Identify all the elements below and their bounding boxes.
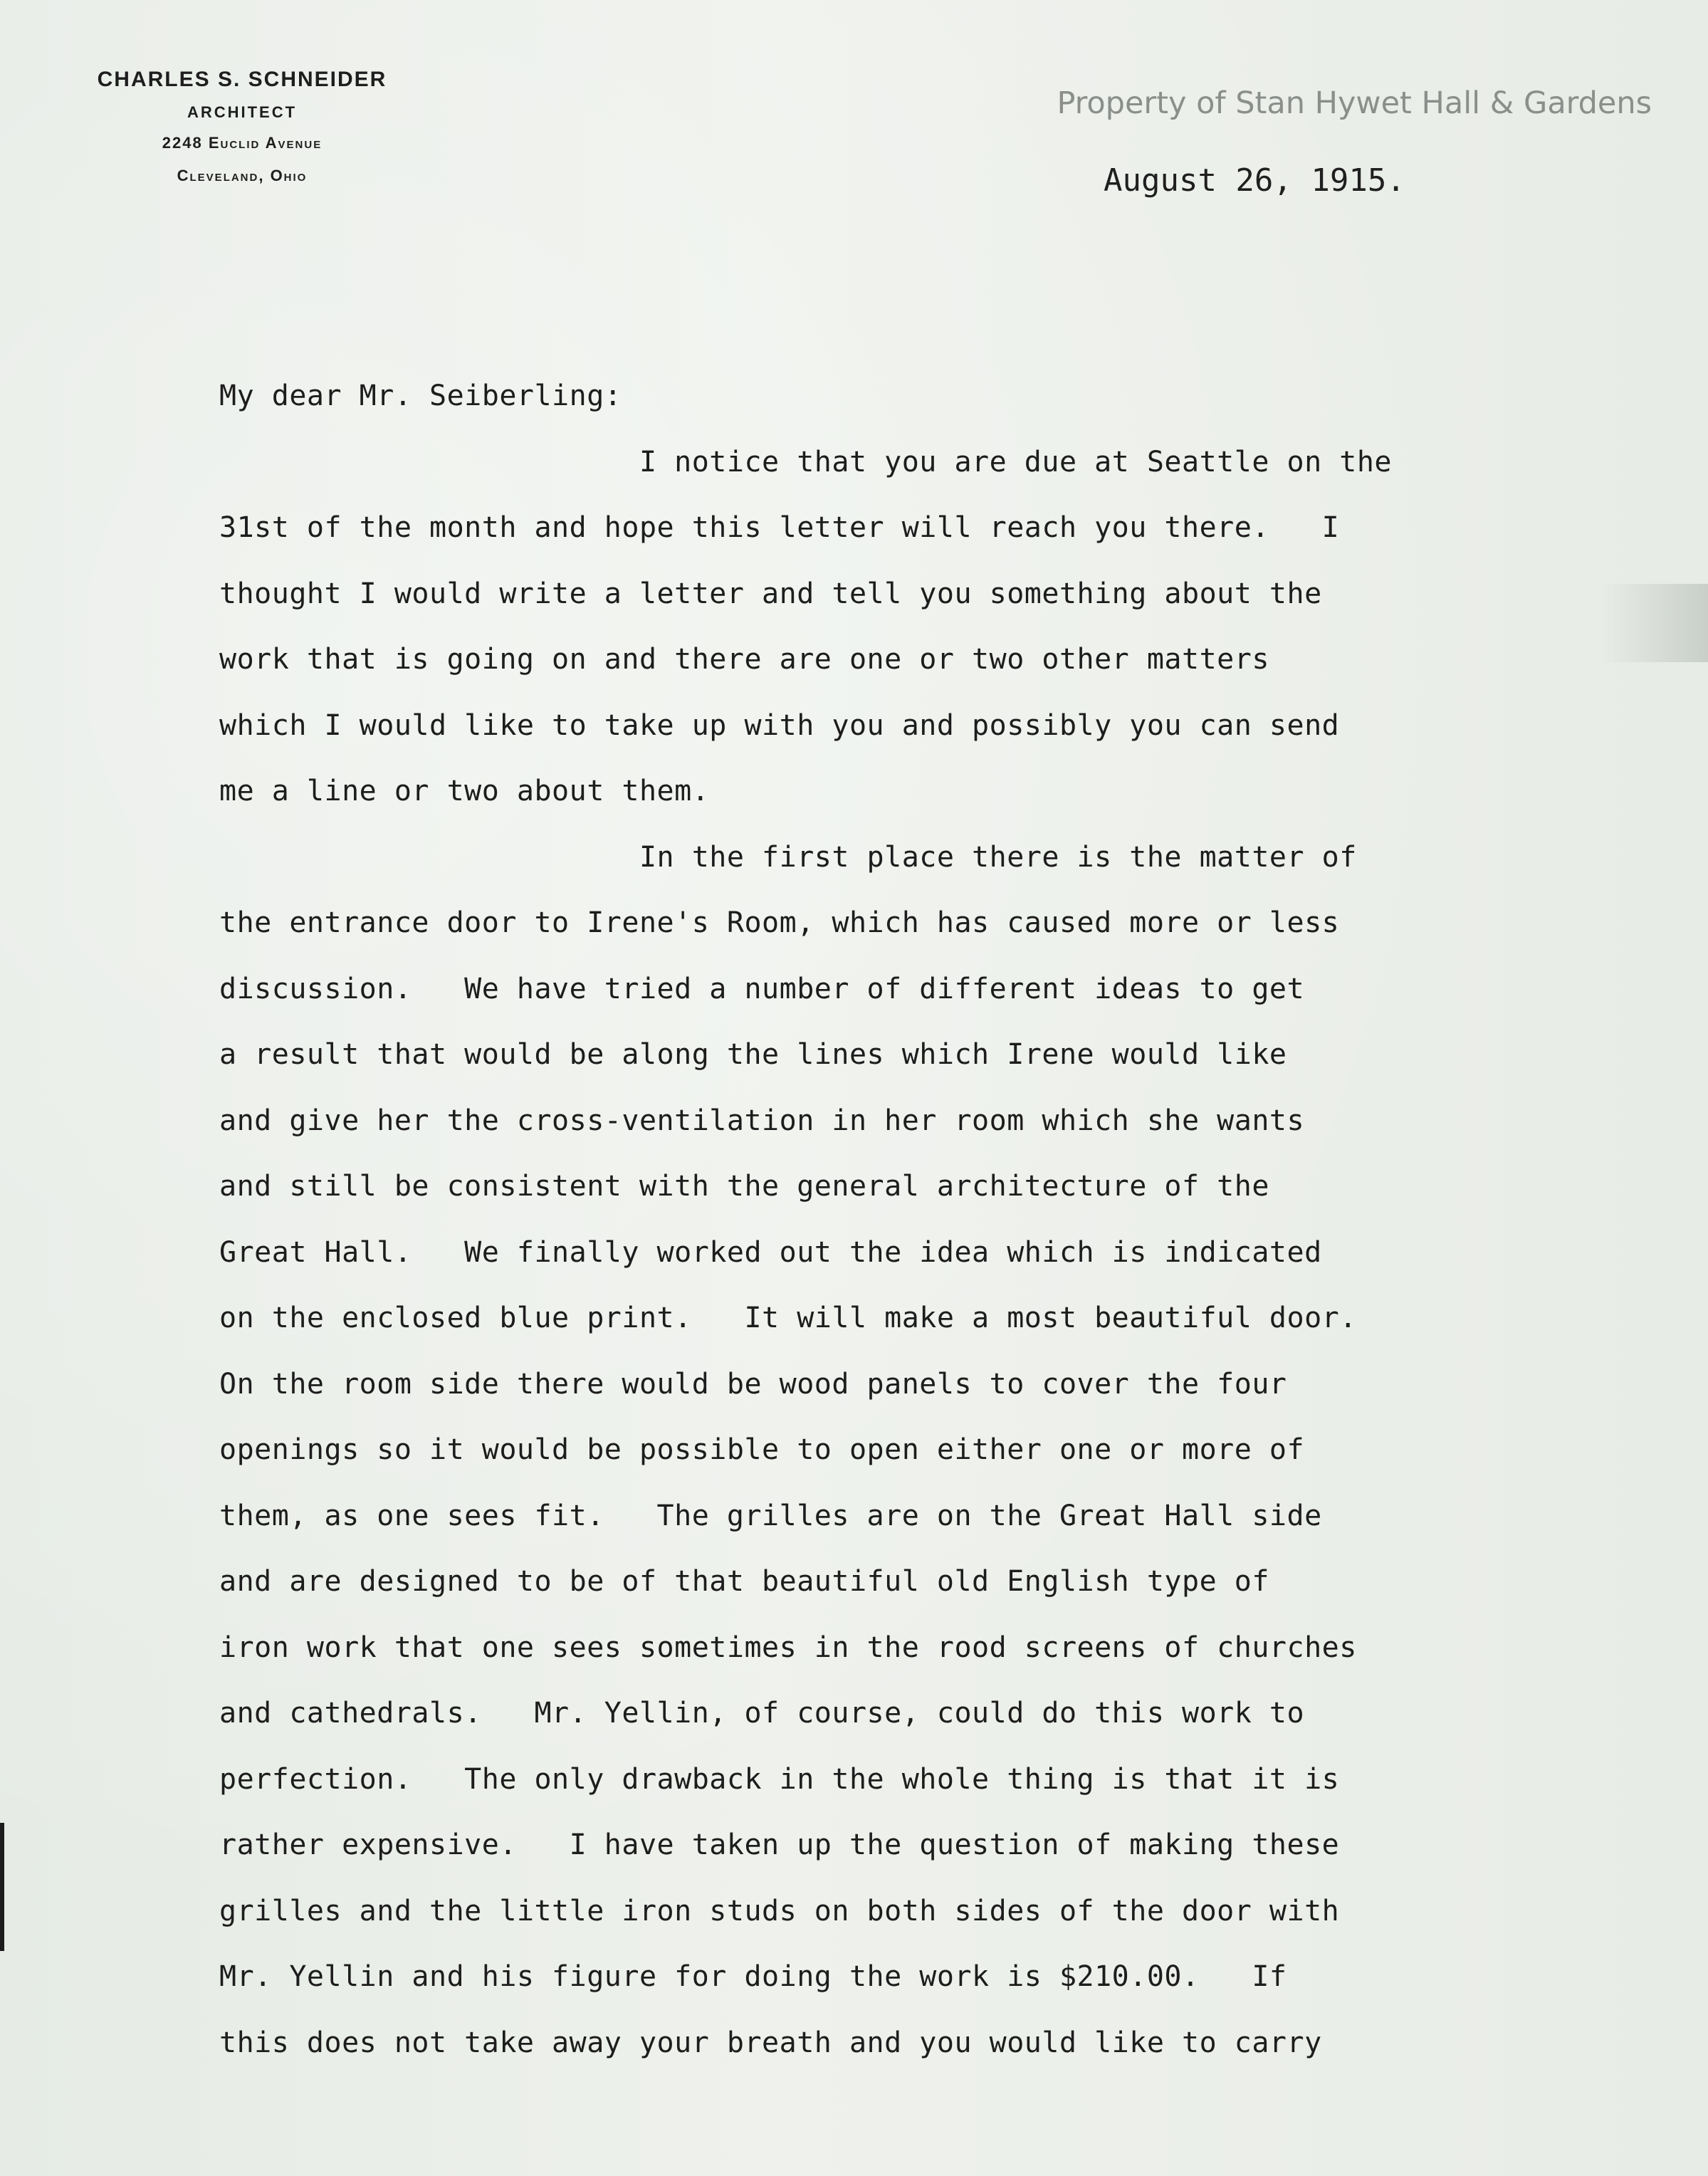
letter-line: Great Hall. We finally worked out the idea which is indicated (219, 1235, 1322, 1269)
letterhead-city: Cleveland, Ohio (177, 167, 308, 184)
letter-line: and are designed to be of that beautiful old English type of (219, 1565, 1269, 1598)
letter-date: August 26, 1915. (1104, 162, 1405, 199)
letter-line: this does not take away your breath and you would like to carry (219, 2026, 1322, 2059)
letter-line: On the room side there would be wood panels to cover the four (219, 1367, 1287, 1401)
letter-line: work that is going on and there are one or two other matters (219, 643, 1269, 676)
letter-line: rather expensive. I have taken up the question of making these (219, 1829, 1340, 1861)
letter-line: which I would like to take up with you and possibly you can send (219, 708, 1340, 742)
letter-line: openings so it would be possible to open either one or more of (219, 1433, 1305, 1466)
letterhead-street: 2248 Euclid Avenue (162, 134, 323, 152)
letter-body (219, 363, 1615, 2076)
letter-line: iron work that one sees sometimes in the rood screens of churches (219, 1631, 1357, 1664)
letter-line: In the first place there is the matter of (219, 840, 1357, 874)
letter-line: and give her the cross-ventilation in her room which she wants (219, 1104, 1305, 1137)
letter-line: me a line or two about them. (219, 775, 710, 807)
letterhead (57, 66, 427, 192)
scan-shadow (1601, 584, 1708, 662)
letter-line: a result that would be along the lines which Irene would like (219, 1038, 1287, 1071)
letter-line: on the enclosed blue print. It will make a most beautiful door. (219, 1302, 1357, 1334)
letter-line: Mr. Yellin and his figure for doing the work is $210.00. If (219, 1960, 1287, 1993)
letterhead-title: ARCHITECT (187, 103, 298, 121)
scan-edge-mark (0, 1823, 4, 1951)
letter-line: 31st of the month and hope this letter will reach you there. I (219, 511, 1340, 544)
letter-line: thought I would write a letter and tell you something about the (219, 577, 1322, 610)
letter-line: I notice that you are due at Seattle on the (219, 445, 1392, 478)
letter-line: them, as one sees fit. The grilles are on the Great Hall side (219, 1499, 1322, 1532)
letter-line: and cathedrals. Mr. Yellin, of course, could do this work to (219, 1697, 1305, 1730)
letter-line: and still be consistent with the general architecture of the (219, 1170, 1269, 1203)
salutation: My dear Mr. Seiberling: (219, 380, 622, 412)
letter-line: perfection. The only drawback in the whole thing is that it is (219, 1762, 1340, 1796)
letter-line: discussion. We have tried a number of different ideas to get (219, 972, 1305, 1005)
ownership-watermark: Property of Stan Hywet Hall & Gardens (1057, 85, 1652, 121)
letter-line: grilles and the little iron studs on both sides of the door with (219, 1894, 1340, 1927)
letterhead-name: CHARLES S. SCHNEIDER (97, 68, 387, 91)
letter-line: the entrance door to Irene's Room, which has caused more or less (219, 906, 1340, 939)
